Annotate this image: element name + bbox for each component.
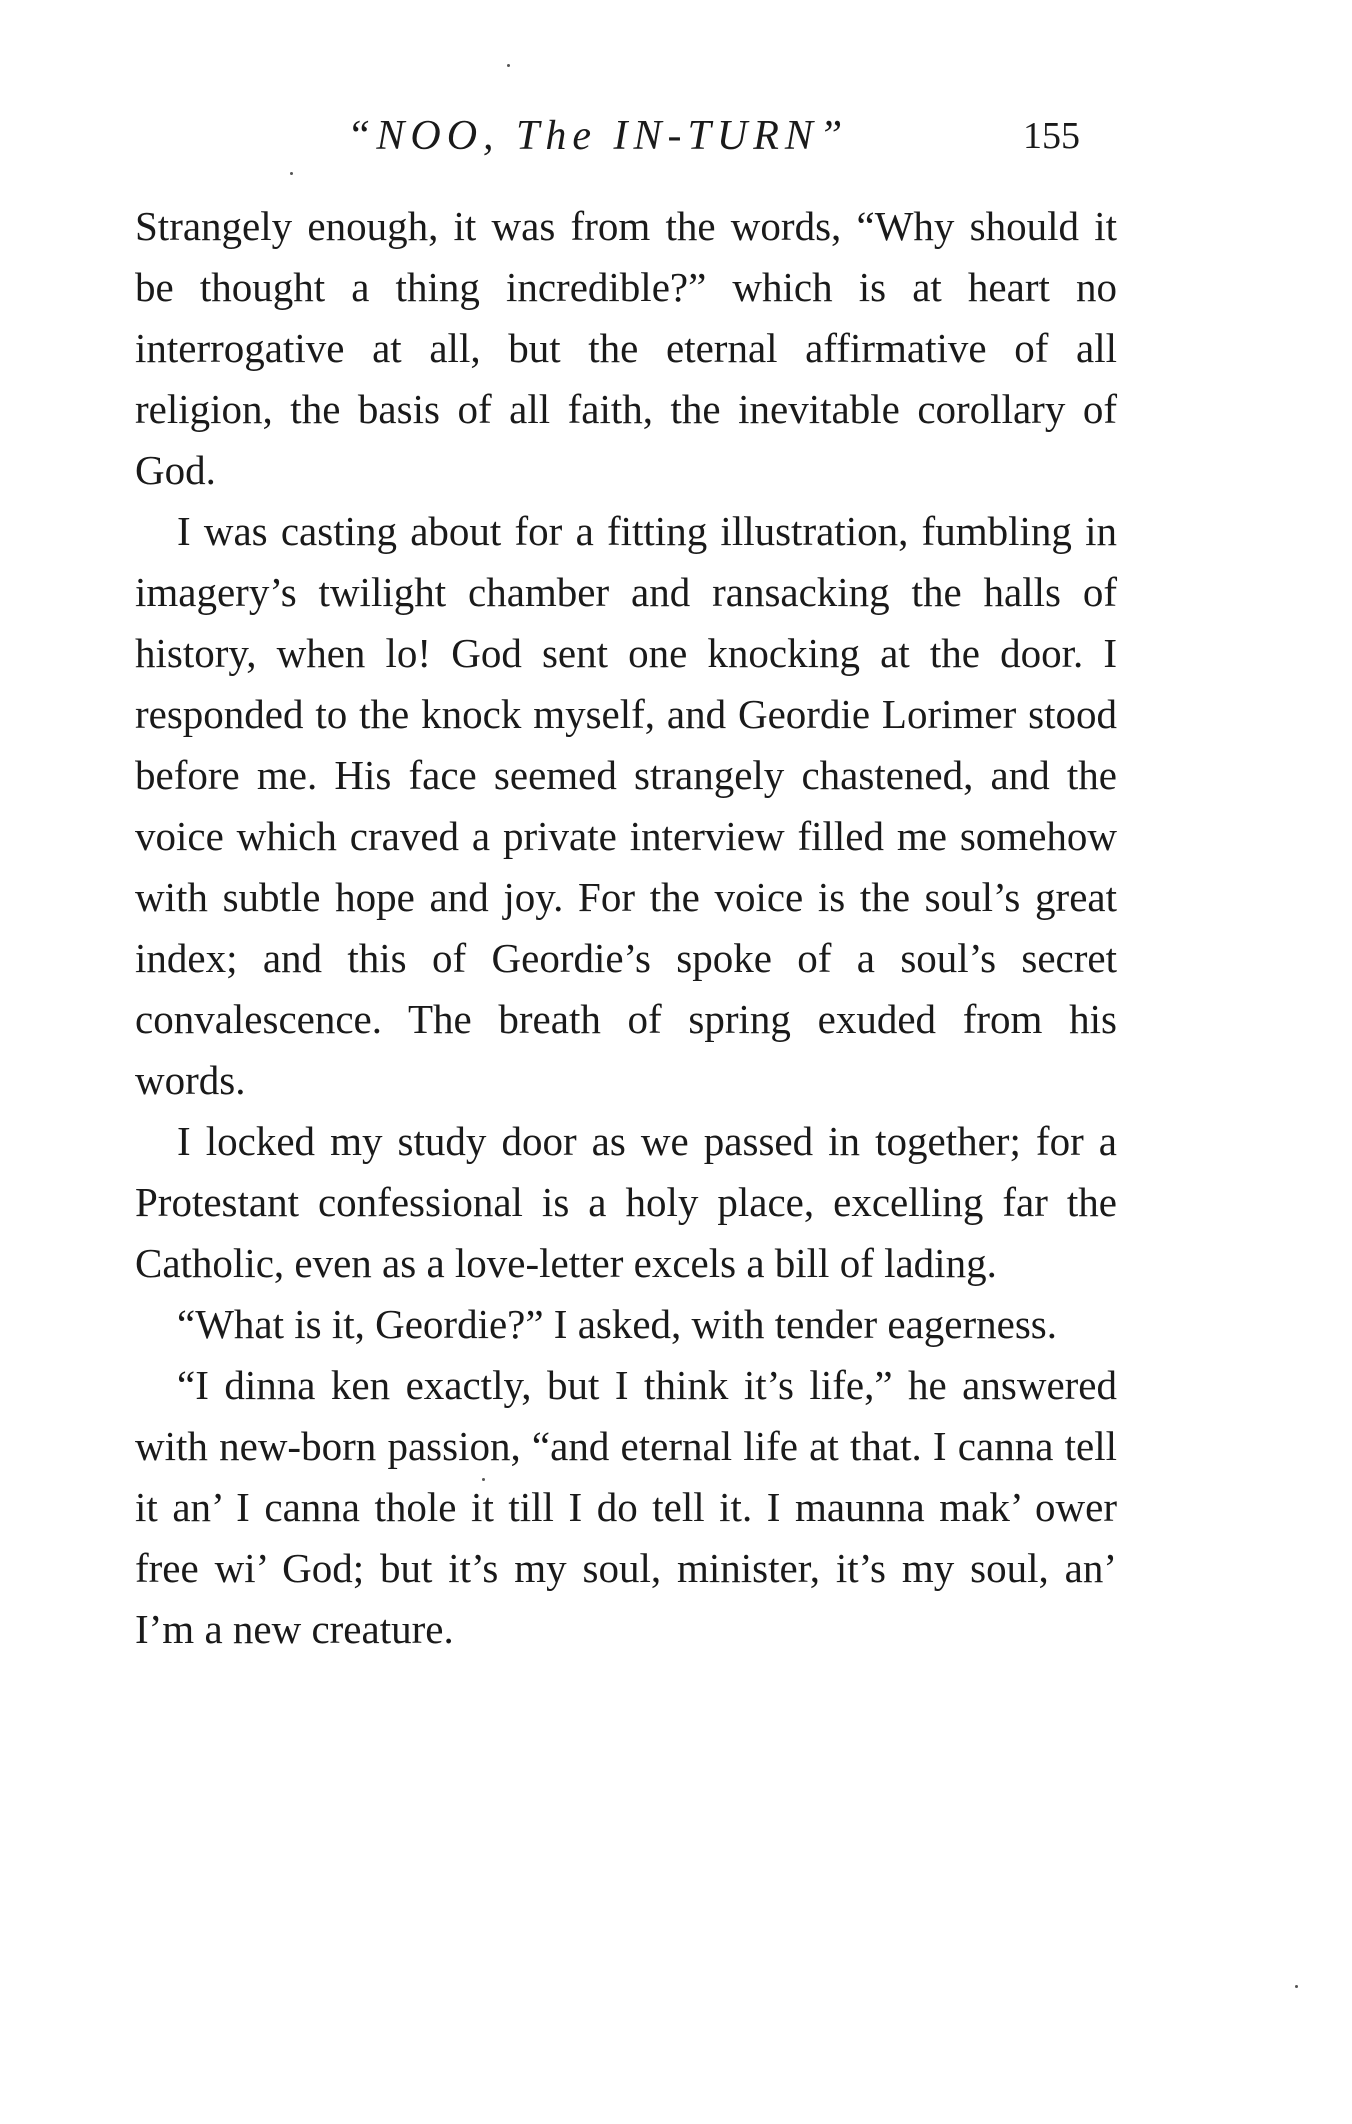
- paragraph: Strangely enough, it was from the words, “Why should it be thought a thing incredible?” which is at heart no interrogative at all, but the eternal affirmative of all religion, the basis of all faith, the inevitable corollary of God.: [135, 203, 1117, 493]
- running-head: [135, 112, 1135, 182]
- paragraph: “I dinna ken exactly, but I think it’s life,” he answered with new-born passion, “and eternal life at that. I canna tell it an’ I canna thole it till I do tell it. I maunna mak’ ower free wi’ God; but it’s my soul, minister, it’s my soul, an’ I’m a new creature.: [135, 1362, 1117, 1652]
- running-title: “NOO, The IN-TURN”: [347, 113, 849, 159]
- page-number: 155: [1023, 115, 1080, 157]
- scan-speck: [507, 64, 510, 67]
- paragraph: I was casting about for a fitting illustration, fumbling in imagery’s twilight chamber and ransacking the halls of history, when lo! God sent one knocking at the door. I responded to the knock myself, and Geordie Lorimer stood before me. His face seemed strangely chastened, and the voice which craved a private interview filled me somehow with subtle hope and joy. For the voice is the soul’s great index; and this of Geordie’s spoke of a soul’s secret convalescence. The breath of spring exuded from his words.: [135, 508, 1117, 1103]
- body-text: [135, 196, 1117, 1660]
- scan-speck: [1295, 1985, 1298, 1988]
- paragraph: I locked my study door as we passed in together; for a Protestant confessional is a holy place, excelling far the Catholic, even as a love-letter excels a bill of lading.: [135, 1118, 1117, 1286]
- paragraph: “What is it, Geordie?” I asked, with tender eagerness.: [177, 1301, 1057, 1347]
